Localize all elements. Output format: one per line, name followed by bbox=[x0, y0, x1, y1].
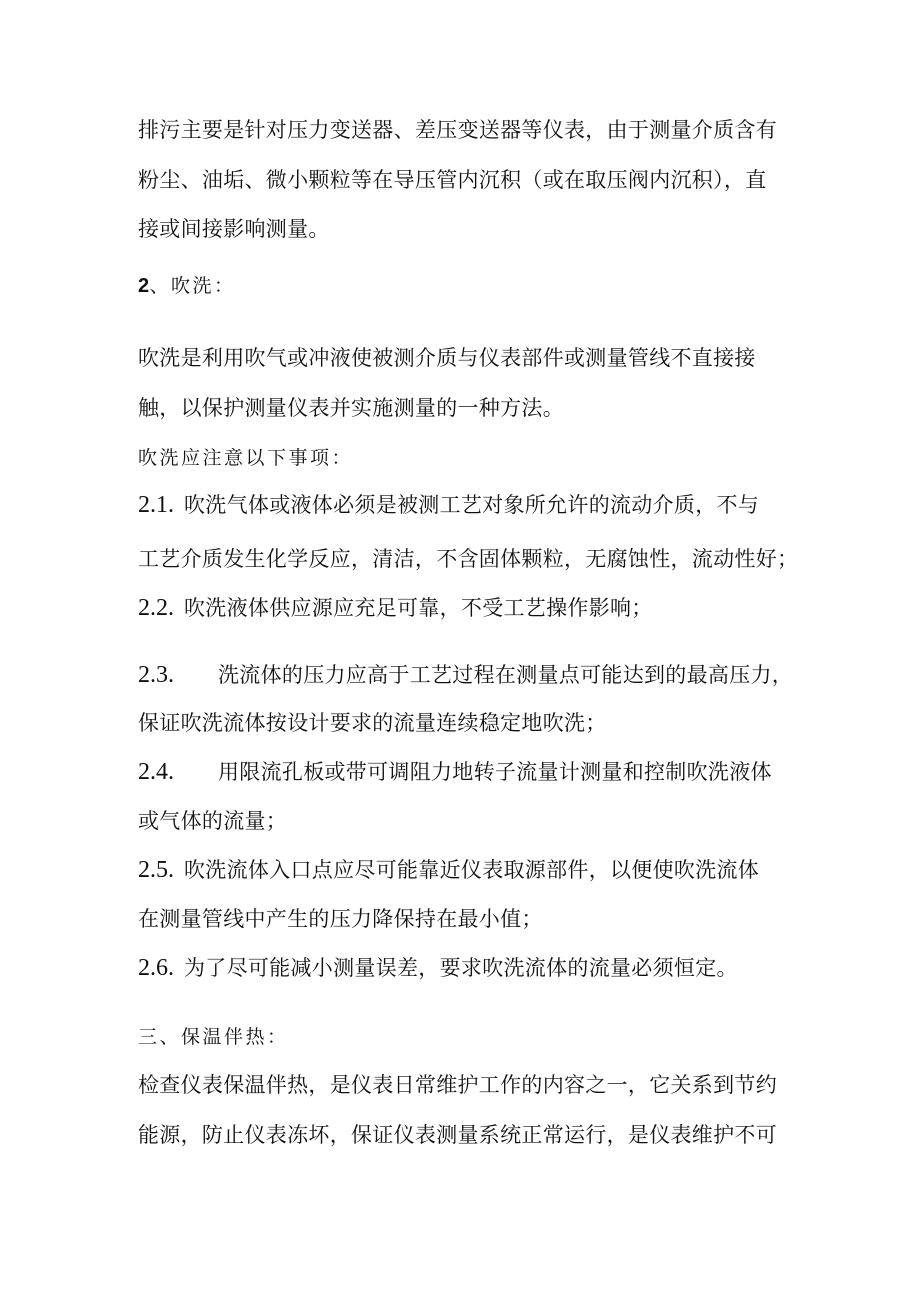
item-2-4 bbox=[138, 757, 772, 787]
closing-line-1: 检查仪表保温伴热，是仪表日常维护工作的内容之一，它关系到节约 bbox=[138, 1073, 777, 1097]
intro-line-2: 粉尘、油垢、微小颗粒等在导压管内沉积（或在取压阀内沉积），直 bbox=[138, 168, 767, 192]
item-text: 用限流孔板或带可调阻力地转子流量计测量和控制吹洗液体 bbox=[218, 760, 772, 784]
item-number: 2.2. bbox=[138, 595, 174, 621]
notice-text: 吹洗应注意以下事项： bbox=[138, 447, 354, 469]
item-2-1-continued: 工艺介质发生化学反应，清洁，不含固体颗粒，无腐蚀性，流动性好； bbox=[138, 547, 799, 571]
item-text: 吹洗气体或液体必须是被测工艺对象所允许的流动介质，不与 bbox=[184, 493, 760, 517]
section-2-title: 、吹洗： bbox=[149, 275, 236, 297]
item-number: 2.6. bbox=[138, 955, 174, 981]
item-number: 2.1. bbox=[138, 492, 174, 518]
item-2-6 bbox=[138, 953, 738, 983]
item-number: 2.3. bbox=[138, 662, 174, 688]
item-number: 2.5. bbox=[138, 857, 174, 883]
closing-line-2: 能源，防止仪表冻坏，保证仪表测量系统正常运行，是仪表维护不可 bbox=[138, 1123, 777, 1147]
item-2-2 bbox=[138, 593, 653, 623]
item-text: 吹洗流体入口点应尽可能靠近仪表取源部件，以便使吹洗流体 bbox=[184, 858, 760, 882]
definition-line-2: 触，以保护测量仪表并实施测量的一种方法。 bbox=[138, 396, 564, 420]
intro-line-1: 排污主要是针对压力变送器、差压变送器等仪表，由于测量介质含有 bbox=[138, 118, 777, 142]
item-2-3 bbox=[138, 660, 793, 690]
item-2-5 bbox=[138, 855, 759, 885]
item-2-5-continued: 在测量管线中产生的压力降保持在最小值； bbox=[138, 907, 543, 931]
section-2-number: 2 bbox=[138, 275, 150, 297]
item-number: 2.4. bbox=[138, 759, 174, 785]
item-2-1 bbox=[138, 490, 759, 520]
item-2-4-continued: 或气体的流量； bbox=[138, 809, 288, 833]
item-text: 吹洗液体供应源应充足可靠，不受工艺操作影响； bbox=[184, 596, 653, 620]
section-3-heading: 三、保温伴热： bbox=[138, 1026, 289, 1048]
item-text: 洗流体的压力应高于工艺过程在测量点可能达到的最高压力， bbox=[218, 663, 794, 687]
item-text: 为了尽可能减小测量误差，要求吹洗流体的流量必须恒定。 bbox=[184, 956, 738, 980]
section-2-heading bbox=[138, 270, 235, 301]
definition-line-1: 吹洗是利用吹气或冲液使被测介质与仪表部件或测量管线不直接接 bbox=[138, 346, 756, 370]
intro-line-3: 接或间接影响测量。 bbox=[138, 217, 330, 241]
item-2-3-continued: 保证吹洗流体按设计要求的流量连续稳定地吹洗； bbox=[138, 711, 607, 735]
